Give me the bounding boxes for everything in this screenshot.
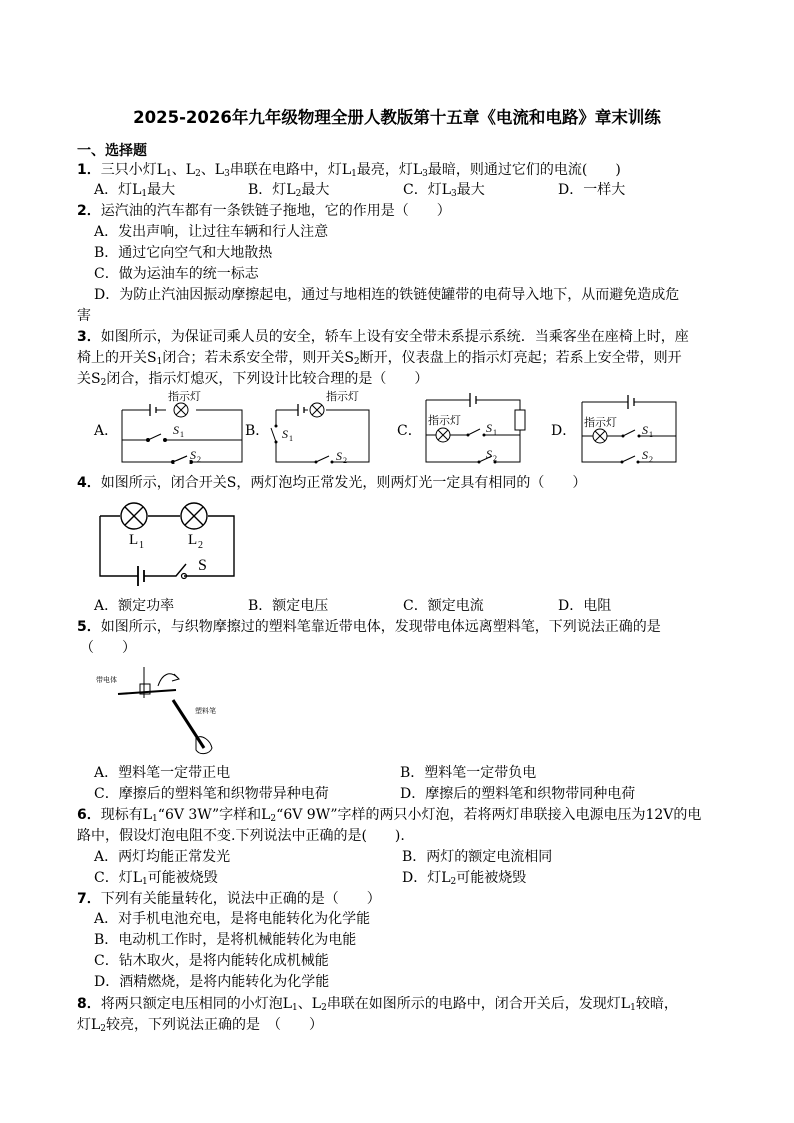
q4-option-b[interactable]: B．额定电压 xyxy=(248,598,329,614)
question-4-text: 如图所示，闭合开关S，两灯泡均正常发光，则两灯光一定具有相同的（ ） xyxy=(100,475,587,491)
question-1: 1．三只小灯$L_1$、$L_2$、$L_3$串联在电路中，灯$L_1$最亮，灯$L_3$最暗，则通过它们的电流( ) xyxy=(77,162,621,179)
svg-text:2: 2 xyxy=(197,455,201,464)
q3-option-a-label[interactable]: A． xyxy=(94,423,119,439)
question-2-text: 运汽油的汽车都有一条铁链子拖地，它的作用是（ ） xyxy=(100,203,451,219)
svg-text:L: L xyxy=(188,532,198,548)
svg-text:S: S xyxy=(282,427,288,441)
svg-text:S: S xyxy=(336,449,342,463)
svg-text:S: S xyxy=(642,448,648,462)
q3-option-d-label[interactable]: D． xyxy=(551,423,577,439)
question-3-line-2: 椅上的开关$S_1$闭合；若未系安全带，则开关$S_2$断开，仪表盘上的指示灯亮起；若系上安全带，则开 xyxy=(77,350,682,367)
svg-text:指示灯: 指示灯 xyxy=(326,390,359,403)
q5-option-d[interactable]: D．摩擦后的塑料笔和织物带同种电荷 xyxy=(400,786,636,802)
svg-text:1: 1 xyxy=(289,434,293,443)
circuit-diagram-a[interactable] xyxy=(118,388,246,468)
svg-text:L: L xyxy=(129,532,139,548)
q2-option-d[interactable]: D．为防止汽油因振动摩擦起电，通过与地相连的铁链使罐带的电荷导入地下，从而避免造成危 xyxy=(94,287,680,303)
q2-option-b[interactable]: B．通过它向空气和大地散热 xyxy=(94,245,273,261)
question-3: 3．如图所示，为保证司乘人员的安全，轿车上设有安全带未系提示系统．当乘客坐在座椅上时，座 xyxy=(77,329,689,345)
svg-text:带电体: 带电体 xyxy=(96,676,117,684)
q6-option-a[interactable]: A．两灯均能正常发光 xyxy=(94,849,231,865)
q3-option-c-label[interactable]: C． xyxy=(397,423,422,439)
q7-option-b[interactable]: B．电动机工作时，是将机械能转化为电能 xyxy=(94,932,357,948)
q7-option-d[interactable]: D．酒精燃烧，是将内能转化为化学能 xyxy=(94,974,330,990)
circuit-diagram-b[interactable] xyxy=(270,388,372,468)
svg-text:指示灯: 指示灯 xyxy=(168,390,201,403)
circuit-diagram-q4 xyxy=(98,500,238,584)
q6-option-d[interactable]: D．灯$L_2$可能被烧毁 xyxy=(402,870,527,887)
circuit-diagram-c[interactable] xyxy=(420,388,530,468)
q1-option-b[interactable]: B．灯$L_2$最大 xyxy=(248,182,330,199)
q4-option-c[interactable]: C．额定电流 xyxy=(403,598,484,614)
svg-text:1: 1 xyxy=(649,430,653,439)
svg-text:指示灯: 指示灯 xyxy=(428,414,461,427)
question-7: 7．下列有关能量转化，说法中正确的是（ ） xyxy=(77,891,381,907)
svg-text:2: 2 xyxy=(198,540,203,551)
section-heading: 一、选择题 xyxy=(77,143,147,159)
svg-text:指示灯: 指示灯 xyxy=(584,416,617,429)
svg-text:2: 2 xyxy=(493,454,497,463)
question-6: 6．现标有$L_1“6V$ 3W”字样和$L_2“6V$ 9W”字样的两只小灯泡，若将两灯串联接入电源电压为12V的电 xyxy=(77,807,702,824)
question-3-line-3: 关$S_2$闭合，指示灯熄灭，下列设计比较合理的是（ ） xyxy=(77,371,429,388)
q3-option-b-label[interactable]: B． xyxy=(245,423,270,439)
question-8-line-2: 灯$L_2$较亮，下列说法正确的是 （ ） xyxy=(77,1017,324,1034)
q5-option-a[interactable]: A．塑料笔一定带正电 xyxy=(94,765,231,781)
q4-option-a[interactable]: A．额定功率 xyxy=(94,598,175,614)
svg-text:1: 1 xyxy=(180,430,184,439)
pen-and-charged-body-figure xyxy=(96,658,226,762)
q7-option-c[interactable]: C．钻木取火，是将内能转化成机械能 xyxy=(94,953,329,969)
page-title: 2025-2026年九年级物理全册人教版第十五章《电流和电路》章末训练 xyxy=(133,108,661,127)
svg-text:S: S xyxy=(486,447,492,461)
question-5-line-2: （ ） xyxy=(80,640,136,656)
svg-text:S: S xyxy=(190,448,196,462)
svg-text:塑料笔: 塑料笔 xyxy=(195,707,216,715)
svg-text:S: S xyxy=(642,423,648,437)
question-4: 4．如图所示，闭合开关S，两灯泡均正常发光，则两灯光一定具有相同的（ ） xyxy=(77,475,587,491)
q2-option-c[interactable]: C．做为运油车的统一标志 xyxy=(94,266,259,282)
question-6-line-2: 路中，假设灯泡电阻不变.下列说法中正确的是( ). xyxy=(77,828,405,844)
circuit-diagram-d[interactable] xyxy=(576,388,680,468)
svg-text:1: 1 xyxy=(493,428,497,437)
svg-text:2: 2 xyxy=(649,455,653,464)
q5-option-b[interactable]: B．塑料笔一定带负电 xyxy=(400,765,537,781)
question-5: 5．如图所示，与织物摩擦过的塑料笔靠近带电体，发现带电体远离塑料笔，下列说法正确的是 xyxy=(77,619,661,635)
question-2: 2．运汽油的汽车都有一条铁链子拖地，它的作用是（ ） xyxy=(77,203,451,219)
q1-option-d[interactable]: D．一样大 xyxy=(558,182,626,198)
q5-option-c[interactable]: C．摩擦后的塑料笔和织物带异种电荷 xyxy=(94,786,329,802)
svg-text:S: S xyxy=(486,421,492,435)
q2-option-d-wrap: 害 xyxy=(77,308,91,324)
question-8: 8．将两只额定电压相同的小灯泡$L_1$、$L_2$串联在如图所示的电路中，闭合开关后，发现灯$L_1$较暗， xyxy=(77,996,678,1013)
svg-text:2: 2 xyxy=(343,456,347,465)
q2-option-a[interactable]: A．发出声响，让过往车辆和行人注意 xyxy=(94,224,329,240)
q7-option-a[interactable]: A．对手机电池充电，是将电能转化为化学能 xyxy=(94,911,371,927)
q6-option-c[interactable]: C．灯$L_1$可能被烧毁 xyxy=(94,870,218,887)
svg-text:S: S xyxy=(173,423,179,437)
svg-text:S: S xyxy=(198,557,207,574)
q4-option-d[interactable]: D．电阻 xyxy=(558,598,612,614)
svg-text:1: 1 xyxy=(139,540,144,551)
question-7-text: 下列有关能量转化，说法中正确的是（ ） xyxy=(100,891,381,907)
q6-option-b[interactable]: B．两灯的额定电流相同 xyxy=(402,849,553,865)
q1-option-a[interactable]: A．灯$L_1$最大 xyxy=(94,182,176,199)
question-1-text: 三只小灯$L_1$、$L_2$、$L_3$串联在电路中，灯$L_1$最亮，灯$L_3$最暗，则通过它们的电流( ) xyxy=(100,162,621,179)
q1-option-c[interactable]: C．灯$L_3$最大 xyxy=(403,182,485,199)
